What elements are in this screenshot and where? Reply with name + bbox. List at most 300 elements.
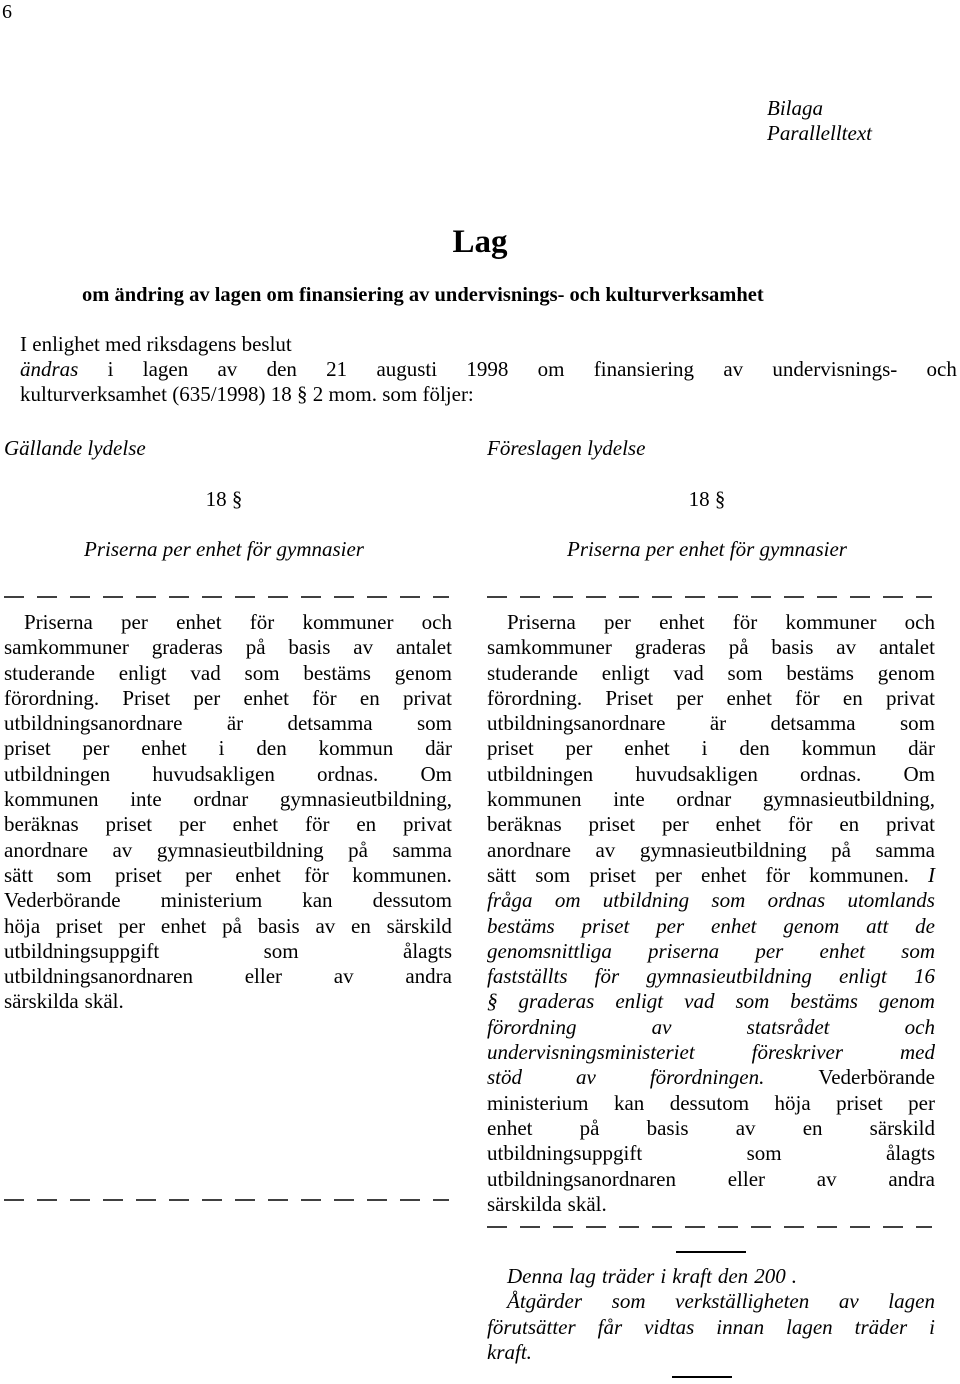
word: den (717, 1264, 749, 1288)
word: utbildningsanordnare (487, 711, 666, 736)
word: samkommuner (487, 635, 612, 660)
word: av (816, 1166, 837, 1191)
intro-word: och (926, 357, 957, 381)
word: priset (4, 736, 51, 761)
word: skäl. (567, 1191, 607, 1216)
word: Priserna (24, 610, 93, 634)
word: utbildning (602, 888, 690, 913)
word: av (315, 913, 336, 938)
word: förutsätter (487, 1314, 576, 1339)
word: kommunen. (352, 862, 452, 887)
word: kommuner (785, 610, 877, 634)
word: kraft (672, 1264, 712, 1288)
text-line (4, 736, 452, 761)
word: föreskriver (751, 1040, 844, 1065)
intro-word: av (217, 357, 238, 381)
text-line (487, 1192, 935, 1217)
text-line (487, 686, 935, 711)
word: i (701, 736, 708, 761)
word: höja (4, 913, 41, 938)
word: dessutom (669, 1090, 750, 1115)
text-line (487, 1167, 935, 1192)
word: per (82, 736, 110, 761)
word: särskilda (4, 989, 79, 1014)
word: kommunen. (809, 862, 909, 887)
text-line (4, 787, 452, 812)
word: skäl. (84, 989, 124, 1014)
word: för (795, 685, 820, 710)
word: där (908, 736, 935, 761)
appendix-line-2: Parallelltext (767, 121, 872, 145)
text-line (4, 939, 452, 964)
right-section-title: Priserna per enhet för gymnasier (567, 537, 847, 561)
word: får (597, 1314, 623, 1339)
text-line (487, 1040, 935, 1065)
word: bestäms (303, 660, 371, 685)
word: en (351, 913, 371, 938)
word: förordning. (4, 685, 100, 710)
text-line (4, 610, 452, 635)
intro-line-2 (20, 357, 957, 382)
word: utomlands (847, 888, 935, 913)
word: bestäms (487, 913, 555, 938)
word: bestäms (790, 989, 858, 1014)
intro-word: lagen (142, 357, 189, 381)
word: som (56, 862, 92, 887)
word: genom (783, 913, 840, 938)
word: priset (115, 862, 162, 887)
word: en (839, 812, 860, 837)
word: enhet (243, 685, 289, 710)
word: enligt (839, 964, 887, 989)
word: basis (646, 1115, 689, 1140)
word: vad (190, 660, 221, 685)
word: som (611, 1289, 646, 1314)
word: fråga (487, 888, 533, 913)
word: utbildningsanordnaren (487, 1166, 676, 1191)
intro-word: 21 (326, 357, 348, 381)
text-line (487, 635, 935, 660)
word: per (193, 685, 221, 710)
word: gymnasieutbildning (156, 837, 324, 862)
word: genomsnittliga (487, 938, 612, 963)
word: detsamma (770, 711, 856, 736)
word: den (739, 736, 770, 761)
text-line (487, 610, 935, 635)
word: studerande (4, 660, 95, 685)
right-omission-dashes-top (487, 593, 932, 601)
word: särskild (386, 913, 452, 938)
word: enhet (715, 812, 762, 837)
text-line (4, 838, 452, 863)
text-line (487, 736, 935, 761)
word: av (576, 1065, 596, 1090)
intro-line-3: kulturverksamhet (635/1998) 18 § 2 mom. som följer: (20, 382, 474, 406)
word: graderas (518, 989, 595, 1014)
text-line (4, 888, 452, 913)
word: en (359, 685, 380, 710)
text-line (487, 1015, 935, 1040)
left-section-title: Priserna per enhet för gymnasier (84, 537, 364, 561)
word: Priset (122, 685, 171, 710)
word: vad (673, 660, 704, 685)
word: samkommuner (4, 635, 129, 660)
word: privat (885, 685, 935, 710)
word: enhet (487, 1115, 533, 1140)
dash-rule (487, 1223, 932, 1231)
word: lagen (786, 1314, 833, 1339)
word: på (728, 635, 749, 660)
word: av (735, 1115, 756, 1140)
word: inte (613, 787, 645, 812)
word: per (661, 812, 689, 837)
word: för (312, 685, 337, 710)
intro-word: augusti (376, 357, 438, 381)
text-line (487, 1289, 935, 1314)
word: Denna (507, 1264, 563, 1288)
word: ålagts (403, 938, 452, 963)
word: per (604, 610, 631, 634)
word: antalet (878, 635, 935, 660)
word: och (904, 610, 935, 634)
dash-rule (487, 593, 932, 601)
word: att (866, 913, 889, 938)
page-number: 6 (2, 1, 12, 23)
word: träder (854, 1314, 908, 1339)
word: ordnar (193, 787, 249, 812)
word: enhet (659, 610, 705, 634)
text-line (4, 964, 452, 989)
dash-rule (4, 1196, 449, 1204)
word: enhet (141, 736, 187, 761)
intro-word: i (107, 357, 114, 381)
proposed-wording-heading: Föreslagen lydelse (487, 436, 646, 460)
word: enligt (615, 989, 664, 1014)
word: enhet (819, 938, 865, 963)
word: på (831, 837, 851, 862)
word: kan (613, 1090, 645, 1115)
word: utbildningen (487, 761, 594, 786)
word: anordnare (4, 837, 88, 862)
word: lag (569, 1264, 596, 1288)
word: de (915, 913, 935, 938)
word: ordnas (767, 888, 826, 913)
word: av (838, 1289, 859, 1314)
word: som (735, 989, 770, 1014)
intro-line-1: I enlighet med riksdagens beslut (20, 332, 292, 356)
word: gymnasieutbildning, (279, 787, 452, 812)
word: är (709, 711, 727, 736)
appendix-label (767, 96, 872, 146)
law-subtitle: om ändring av lagen om finansiering av undervisnings- och kulturverksamhet (82, 284, 764, 306)
text-line (4, 863, 452, 888)
text-line (4, 989, 452, 1014)
intro-word: om (537, 357, 565, 381)
word: av (353, 635, 374, 660)
text-line (487, 838, 935, 863)
word: beräknas (4, 812, 79, 837)
intro-word: ändras (20, 357, 79, 381)
word: på (245, 635, 266, 660)
word: Åtgärder (507, 1289, 583, 1314)
proposed-wording-text (487, 610, 935, 1217)
word: dessutom (372, 888, 452, 913)
word: ministerium (160, 888, 263, 913)
text-line (487, 787, 935, 812)
text-line (487, 914, 935, 939)
word: vidtas (644, 1314, 695, 1339)
word: statsrådet (746, 1014, 830, 1039)
word: priset (581, 913, 630, 938)
word: enligt (601, 660, 650, 685)
word: som (711, 888, 746, 913)
word: Om (420, 761, 452, 786)
word: innan (716, 1314, 765, 1339)
word: per (185, 862, 212, 887)
word: för (594, 964, 620, 989)
word: som (535, 862, 571, 887)
text-line (487, 1141, 935, 1166)
word: är (226, 711, 244, 736)
word: genom (394, 660, 452, 685)
text-line (487, 1116, 935, 1141)
word: förordning (487, 1014, 577, 1039)
word: utbildningsanordnaren (4, 964, 193, 989)
word: en (802, 1115, 823, 1140)
word: av (836, 635, 857, 660)
word: höja (774, 1090, 811, 1115)
word: per (676, 685, 704, 710)
word: för (732, 610, 758, 634)
word: gymnasieutbildning (639, 837, 807, 862)
word: basis (288, 635, 331, 660)
separator-rule (676, 1251, 746, 1253)
word: ordnas. (317, 761, 379, 786)
text-line (4, 686, 452, 711)
word: ministerium (487, 1090, 589, 1115)
word: genom (878, 989, 935, 1014)
word: i (660, 1264, 667, 1288)
word: som (746, 1141, 782, 1166)
word: kommun (801, 736, 877, 761)
word: 16 (913, 964, 935, 989)
word: privat (402, 685, 452, 710)
word: eller (244, 964, 283, 989)
word: kommun (318, 736, 394, 761)
word: privat (886, 812, 935, 837)
word: basis (771, 635, 814, 660)
text-line (487, 1315, 935, 1340)
word: andra (405, 964, 452, 989)
text-line (4, 711, 452, 736)
word: antalet (395, 635, 452, 660)
text-line (4, 762, 452, 787)
word: priset (55, 913, 103, 938)
text-line (487, 1264, 935, 1289)
end-rule (672, 1376, 732, 1378)
text-line (487, 863, 935, 888)
text-line (487, 1340, 935, 1365)
word: samma (392, 837, 452, 862)
word: Om (903, 761, 935, 786)
word: detsamma (287, 711, 373, 736)
word: verkställigheten (675, 1289, 810, 1314)
dash-rule (4, 593, 449, 601)
word: förordningen. (649, 1065, 765, 1090)
word: gymnasieutbildning, (762, 787, 935, 812)
word: I (927, 862, 935, 887)
word: och (904, 1014, 935, 1039)
text-line (487, 661, 935, 686)
word: priset (589, 862, 636, 887)
text-line (4, 661, 452, 686)
word: för (765, 862, 791, 887)
word: enhet (235, 862, 281, 887)
text-line (487, 989, 935, 1014)
word: per (118, 913, 146, 938)
word: för (304, 812, 330, 837)
word: utbildningsanordnare (4, 711, 183, 736)
word: priset (105, 812, 153, 837)
word: vad (684, 989, 715, 1014)
word: som (416, 711, 452, 736)
word: bestäms (786, 660, 854, 685)
word: huvudsakligen (152, 761, 275, 786)
word: ordnar (676, 787, 732, 812)
word: särskilda (487, 1191, 562, 1216)
text-line (487, 812, 935, 837)
word: eller (727, 1166, 766, 1191)
word: inte (130, 787, 162, 812)
word: . (791, 1264, 797, 1288)
word: där (425, 736, 452, 761)
word: per (755, 938, 784, 963)
word: per (565, 736, 593, 761)
word: privat (403, 812, 452, 837)
word: per (178, 812, 206, 837)
word: sätt (4, 862, 34, 887)
word: av (333, 964, 354, 989)
word: som (901, 938, 935, 963)
intro-word: finansiering (593, 357, 695, 381)
word: lagen (888, 1289, 935, 1314)
word: per (656, 913, 685, 938)
word: den (256, 736, 287, 761)
text-line (4, 914, 452, 939)
word: graderas (151, 635, 223, 660)
word: basis (257, 913, 300, 938)
word: särskild (869, 1115, 935, 1140)
word: 200 (754, 1264, 786, 1288)
word: priset (588, 812, 636, 837)
word: per (655, 862, 682, 887)
word: en (356, 812, 377, 837)
word: kan (302, 888, 333, 913)
word: träder (601, 1264, 655, 1288)
word: priserna (648, 938, 720, 963)
left-omission-dashes-bottom (4, 1196, 449, 1204)
text-line (4, 812, 452, 837)
word: en (842, 685, 863, 710)
intro-word: 1998 (466, 357, 509, 381)
word: kraft. (487, 1339, 532, 1364)
word: huvudsakligen (635, 761, 758, 786)
text-line (487, 888, 935, 913)
word: enhet (711, 913, 757, 938)
word: enhet (232, 812, 279, 837)
word: sätt (487, 862, 517, 887)
right-omission-dashes-bottom (487, 1223, 932, 1231)
word: per (908, 1090, 935, 1115)
word: enhet (726, 685, 772, 710)
word: samma (875, 837, 935, 862)
word: Vederbörande (4, 888, 121, 913)
word: per (121, 610, 148, 634)
word: undervisningsministeriet (487, 1040, 695, 1065)
word: som (899, 711, 935, 736)
intro-word: den (266, 357, 297, 381)
law-title: Lag (452, 224, 508, 260)
word: priset (836, 1090, 883, 1115)
left-omission-dashes-top (4, 593, 449, 601)
word: priset (487, 736, 534, 761)
word: på (222, 913, 242, 938)
word: med (900, 1040, 935, 1065)
word: om (554, 888, 581, 913)
word: kommunen (487, 787, 582, 812)
word: utbildningsuppgift (4, 938, 160, 963)
text-line (487, 1091, 935, 1116)
intro-word: av (723, 357, 744, 381)
word: av (112, 837, 133, 862)
word: av (595, 837, 616, 862)
word: enhet (176, 610, 222, 634)
word: ålagts (886, 1141, 935, 1166)
left-section-number: 18 § (205, 487, 243, 511)
current-wording-text (4, 610, 452, 1015)
word: graderas (634, 635, 706, 660)
word: studerande (487, 660, 578, 685)
word: förordning. (487, 685, 583, 710)
word: kommunen (4, 787, 99, 812)
text-line (487, 711, 935, 736)
transitional-provision (487, 1264, 935, 1365)
word: för (787, 812, 813, 837)
word: Vederbörande (818, 1065, 935, 1090)
word: i (218, 736, 225, 761)
word: som (727, 660, 763, 685)
word: av (651, 1014, 672, 1039)
word: andra (888, 1166, 935, 1191)
word: stöd (487, 1065, 523, 1090)
word: enhet (160, 913, 207, 938)
word: i (929, 1314, 935, 1339)
word: beräknas (487, 812, 562, 837)
word: gymnasieutbildning (646, 964, 812, 989)
word: enhet (624, 736, 670, 761)
text-line (487, 1065, 935, 1090)
right-section-number: 18 § (688, 487, 726, 511)
word: § (487, 989, 498, 1014)
text-line (487, 762, 935, 787)
text-line (4, 635, 452, 660)
word: enhet (700, 862, 747, 887)
text-line (487, 939, 935, 964)
word: utbildningsuppgift (487, 1141, 643, 1166)
word: på (348, 837, 368, 862)
word: på (579, 1115, 600, 1140)
word: fastställts (487, 964, 568, 989)
